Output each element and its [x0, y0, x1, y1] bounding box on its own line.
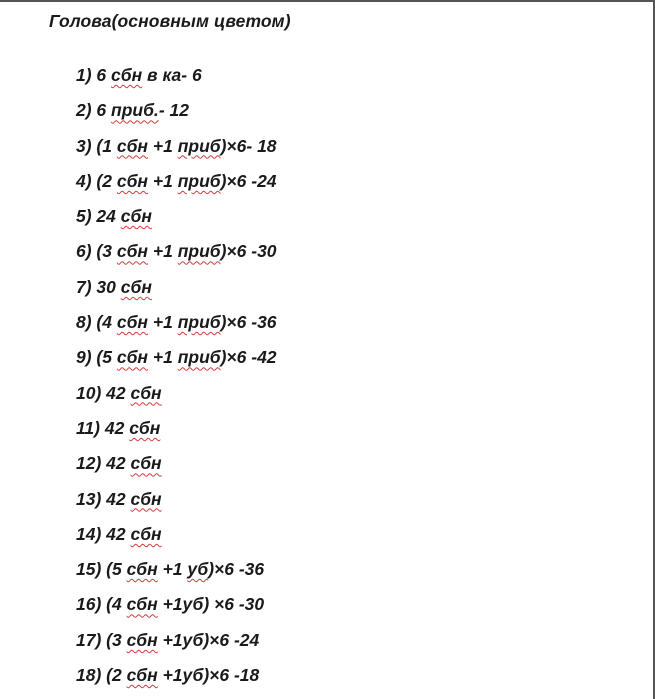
pattern-row: [76, 205, 277, 240]
row-text: 4) (2: [76, 170, 117, 191]
row-text: +1уб)×6 -24: [157, 629, 260, 650]
spellcheck-word: приб.: [111, 100, 159, 121]
spellcheck-word: приб: [177, 241, 221, 262]
row-text: +1уб) ×6 -30: [157, 594, 265, 615]
row-text: 18) (2: [76, 665, 127, 686]
pattern-row: [76, 558, 277, 593]
pattern-row: [76, 99, 277, 134]
row-text: 6) (3: [76, 241, 117, 262]
spellcheck-word: сбн: [126, 559, 158, 580]
spellcheck-word: сбн: [129, 417, 161, 438]
row-text: 15) (5: [76, 559, 127, 580]
spellcheck-word: сбн: [130, 523, 162, 544]
row-text: 16) (4: [76, 594, 127, 615]
row-text: )×6 -30: [220, 241, 277, 262]
row-text: +1уб)×6 -18: [157, 665, 260, 686]
spellcheck-word: сбн: [126, 594, 158, 615]
spellcheck-word: сбн: [116, 347, 148, 368]
spellcheck-word: сбн: [126, 665, 158, 686]
spellcheck-word: приб: [177, 312, 221, 333]
row-text: )×6 -42: [220, 347, 277, 368]
spellcheck-word: уб: [187, 559, 209, 580]
pattern-row: [76, 276, 277, 311]
row-text: в ка- 6: [142, 65, 202, 85]
row-text: 7) 30: [76, 276, 121, 297]
spellcheck-word: сбн: [120, 276, 152, 297]
pattern-row: [76, 64, 277, 99]
spellcheck-word: приб: [177, 347, 221, 368]
pattern-row: [76, 135, 277, 170]
spellcheck-word: приб: [177, 135, 221, 156]
row-text: +1: [157, 559, 188, 580]
spellcheck-word: сбн: [116, 170, 148, 191]
spellcheck-word: сбн: [116, 135, 148, 156]
spellcheck-word: сбн: [120, 206, 152, 227]
pattern-row: [76, 170, 277, 205]
pattern-row: [76, 523, 277, 558]
pattern-row: [76, 311, 277, 346]
row-text: )×6 -36: [208, 559, 265, 580]
row-text: )×6 -24: [220, 170, 277, 191]
spellcheck-word: сбн: [130, 453, 162, 474]
pattern-row: [76, 452, 277, 487]
pattern-row: [76, 417, 277, 452]
row-text: 13) 42: [76, 488, 131, 509]
row-text: +1: [148, 347, 178, 368]
row-text: 1) 6: [76, 65, 112, 85]
pattern-row: [76, 629, 277, 664]
row-text: 5) 24: [76, 206, 121, 227]
pattern-row: [76, 240, 277, 275]
row-text: 14) 42: [76, 523, 131, 544]
row-text: )×6 -36: [220, 312, 277, 333]
spellcheck-word: сбн: [116, 312, 148, 333]
spellcheck-word: сбн: [116, 241, 148, 262]
spellcheck-word: приб: [177, 170, 221, 191]
row-text: +1: [148, 241, 178, 262]
pattern-row: [76, 593, 277, 628]
pattern-row: [76, 346, 277, 381]
row-text: 9) (5: [76, 347, 117, 368]
row-text: )×6- 18: [220, 135, 277, 156]
pattern-row: [76, 488, 277, 523]
row-text: 10) 42: [76, 382, 131, 403]
row-text: - 12: [158, 100, 189, 121]
row-text: 8) (4: [76, 312, 117, 333]
row-text: +1: [148, 135, 178, 156]
spellcheck-word: сбн: [111, 65, 143, 85]
pattern-row: [76, 382, 277, 417]
spellcheck-word: сбн: [130, 488, 162, 509]
row-text: +1: [148, 312, 178, 333]
spellcheck-word: сбн: [126, 629, 158, 650]
document-title: Голова(основным цветом): [49, 11, 291, 31]
pattern-row: [76, 664, 277, 699]
row-text: 2) 6: [76, 100, 112, 121]
pattern-rows-list: [76, 64, 277, 699]
row-text: 17) (3: [76, 629, 127, 650]
row-text: 3) (1: [76, 135, 117, 156]
spellcheck-word: сбн: [130, 382, 162, 403]
row-text: 11) 42: [76, 417, 130, 438]
row-text: 12) 42: [76, 453, 131, 474]
row-text: +1: [148, 170, 178, 191]
